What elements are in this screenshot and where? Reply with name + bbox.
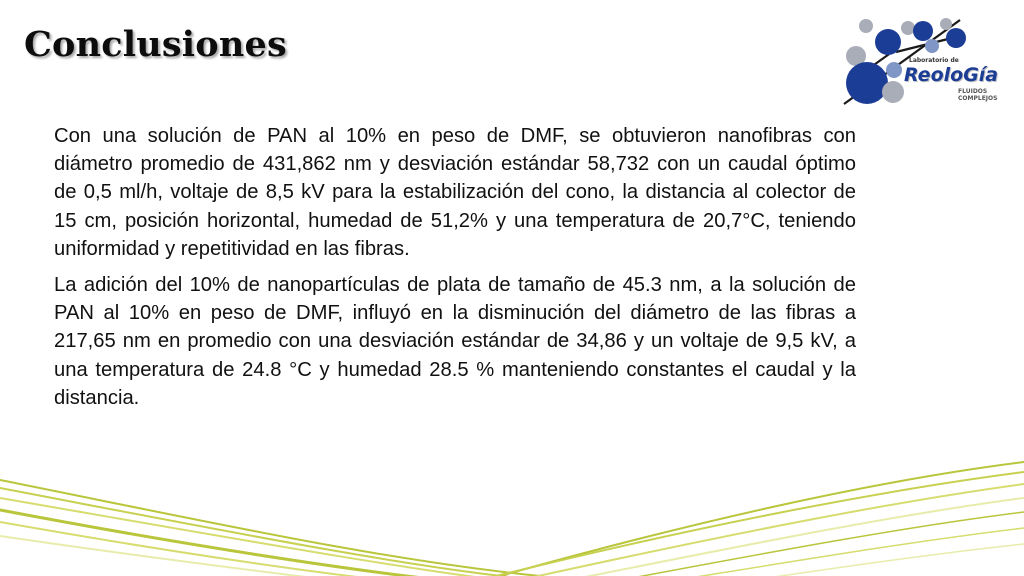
logo-small-text: Laboratorio de: [909, 57, 959, 64]
conclusion-paragraph-1: Con una solución de PAN al 10% en peso de DMF, se obtuvieron nanofibras con diámetro promedio de 431,862 nm y desviación estándar 58,732 con un caudal óptimo de 0,5 ml/h, voltaje de 8,5 kV para la estabilización del cono, la distancia al colector de 15 cm, posición horizontal, humedad de 51,2% y una temperatura de 20,7°C, teniendo uniformidad y repetitividad en las fibras.: [54, 125, 856, 260]
conclusion-paragraph-2: La adición del 10% de nanopartículas de plata de tamaño de 45.3 nm, a la solución de PAN al 10% en peso de DMF, influyó en la disminución del diámetro de las fibras a 217,65 nm en promedio con una desviación estándar de 34,86 y un voltaje de 9,5 kV, a una temperatura de 24.8 °C y humedad 28.5 % manteniendo constantes el caudal y la distancia.: [54, 274, 856, 409]
logo-name: ReoloGía: [904, 64, 999, 86]
slide-title: Conclusiones: [24, 24, 287, 65]
conclusions-body: [54, 122, 856, 420]
logo-subtitle: FLUIDOS COMPLEJOS: [958, 88, 998, 102]
